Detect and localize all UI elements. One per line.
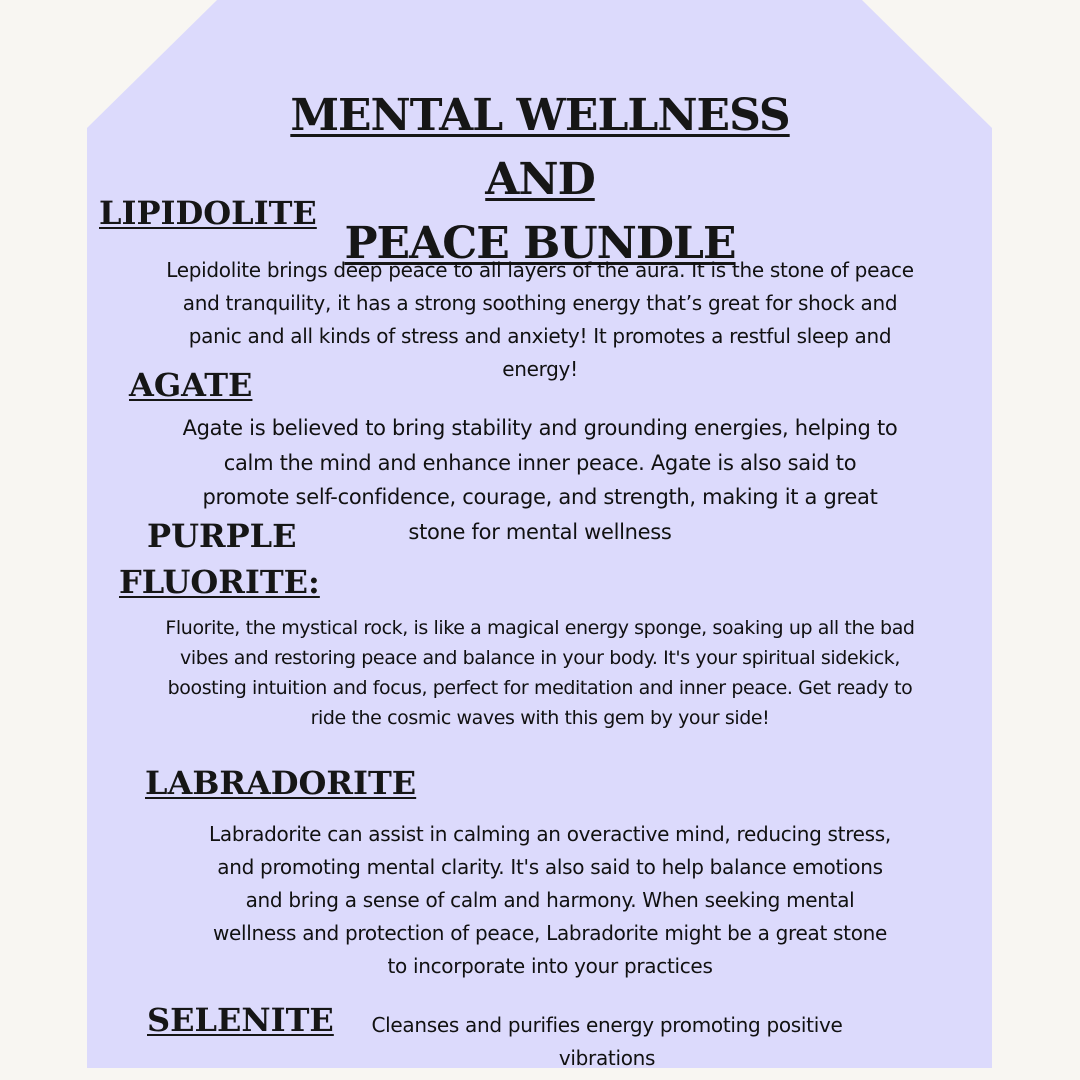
selenite-heading: SELENITE bbox=[147, 1001, 334, 1039]
agate-line: stone for mental wellness bbox=[408, 519, 672, 544]
labradorite-line: wellness and protection of peace, Labradorite might be a great stone bbox=[212, 921, 888, 945]
lepidolite-line: and tranquility, it has a strong soothing energy that’s great for shock and bbox=[182, 291, 898, 315]
fluorite-line: ride the cosmic waves with this gem by your side! bbox=[310, 707, 770, 729]
agate-line: Agate is believed to bring stability and grounding energies, helping to bbox=[182, 416, 898, 440]
page-title bbox=[240, 84, 840, 276]
lepidolite-line: energy! bbox=[502, 357, 578, 381]
lepidolite-line: panic and all kinds of stress and anxiety! It promotes a restful sleep and bbox=[188, 324, 892, 348]
fluorite-line: Fluorite, the mystical rock, is like a magical energy sponge, soaking up all the bad bbox=[165, 617, 915, 639]
fluorite-line: vibes and restoring peace and balance in your body. It's your spiritual sidekick, bbox=[179, 647, 901, 669]
labradorite-line: and promoting mental clarity. It's also said to help balance emotions bbox=[217, 855, 883, 879]
title-line-2: PEACE BUNDLE bbox=[344, 218, 736, 269]
selenite-line: vibrations bbox=[558, 1046, 656, 1070]
selenite-description bbox=[320, 1009, 894, 1075]
lepidolite-line: Lepidolite brings deep peace to all layers of the aura. It is the stone of peace bbox=[166, 258, 914, 282]
labradorite-line: to incorporate into your practices bbox=[387, 954, 713, 978]
agate-line: calm the mind and enhance inner peace. Agate is also said to bbox=[223, 450, 857, 475]
labradorite-heading: LABRADORITE bbox=[145, 764, 417, 802]
fluorite-heading-line-2: FLUORITE: bbox=[119, 563, 320, 601]
title-line-1: MENTAL WELLNESS AND bbox=[290, 90, 790, 205]
labradorite-line: Labradorite can assist in calming an overactive mind, reducing stress, bbox=[209, 822, 891, 846]
fluorite-heading-line-1: PURPLE bbox=[147, 517, 297, 555]
labradorite-description bbox=[100, 818, 1000, 983]
selenite-line: Cleanses and purifies energy promoting positive bbox=[371, 1013, 843, 1037]
agate-heading: AGATE bbox=[129, 366, 253, 404]
fluorite-line: boosting intuition and focus, perfect for meditation and inner peace. Get ready to bbox=[167, 677, 913, 699]
fluorite-description bbox=[90, 613, 990, 733]
lepidolite-heading: LIPIDOLITE bbox=[99, 194, 317, 232]
agate-line: promote self-confidence, courage, and strength, making it a great bbox=[202, 485, 878, 509]
labradorite-line: and bring a sense of calm and harmony. When seeking mental bbox=[245, 888, 855, 912]
